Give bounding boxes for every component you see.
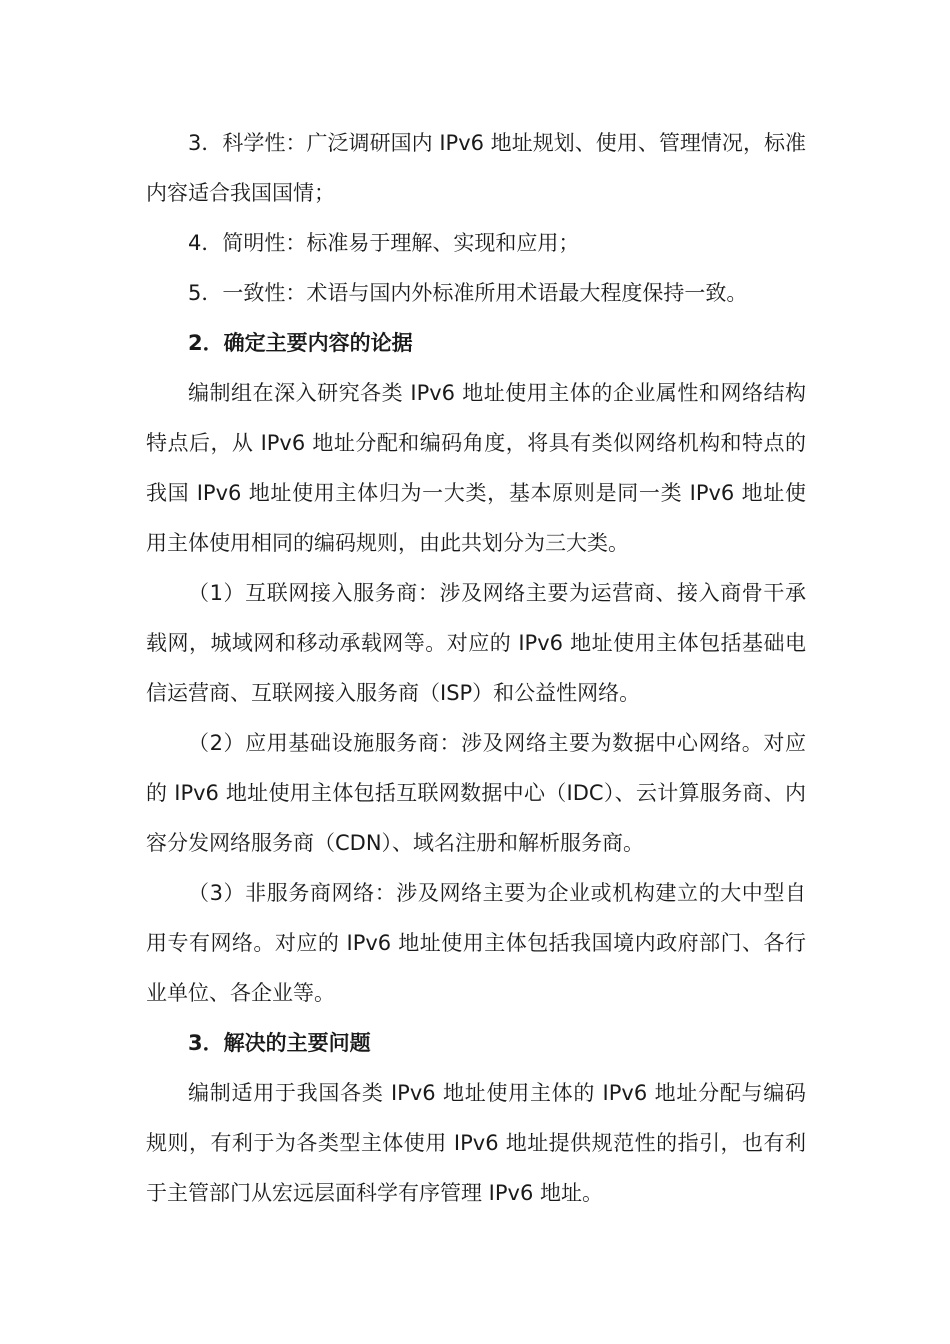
section-heading-basis: 2．确定主要内容的论据 (188, 331, 413, 355)
paragraph-problems: 编制适用于我国各类 IPv6 地址使用主体的 IPv6 地址分配与编码规则，有利于为各类型主体使用 IPv6 地址提供规范性的指引，也有利于主管部门从宏远层面科学有序管理 IPv6 地址。 (146, 1081, 806, 1205)
category-non-provider-network: （3）非服务商网络：涉及网络主要为企业或机构建立的大中型自用专有网络。对应的 IPv6 地址使用主体包括我国境内政府部门、各行业单位、各企业等。 (146, 881, 806, 1005)
principle-scientific: 3．科学性：广泛调研国内 IPv6 地址规划、使用、管理情况，标准内容适合我国国情； (146, 131, 806, 205)
principle-consistent: 5．一致性：术语与国内外标准所用术语最大程度保持一致。 (188, 281, 748, 305)
document-body (146, 118, 806, 1218)
principle-concise: 4．简明性：标准易于理解、实现和应用； (188, 231, 580, 255)
category-infrastructure-provider: （2）应用基础设施服务商：涉及网络主要为数据中心网络。对应的 IPv6 地址使用主体包括互联网数据中心（IDC）、云计算服务商、内容分发网络服务商（CDN）、域名注册和解析服务商。 (146, 731, 806, 855)
category-access-provider: （1）互联网接入服务商：涉及网络主要为运营商、接入商骨干承载网，城域网和移动承载网等。对应的 IPv6 地址使用主体包括基础电信运营商、互联网接入服务商（ISP）和公益性网络。 (146, 581, 806, 705)
section-heading-problems: 3．解决的主要问题 (188, 1031, 371, 1055)
paragraph-basis: 编制组在深入研究各类 IPv6 地址使用主体的企业属性和网络结构特点后，从 IPv6 地址分配和编码角度，将具有类似网络机构和特点的我国 IPv6 地址使用主体归为一大类，基本原则是同一类 IPv6 地址使用主体使用相同的编码规则，由此共划分为三大类。 (146, 381, 806, 555)
